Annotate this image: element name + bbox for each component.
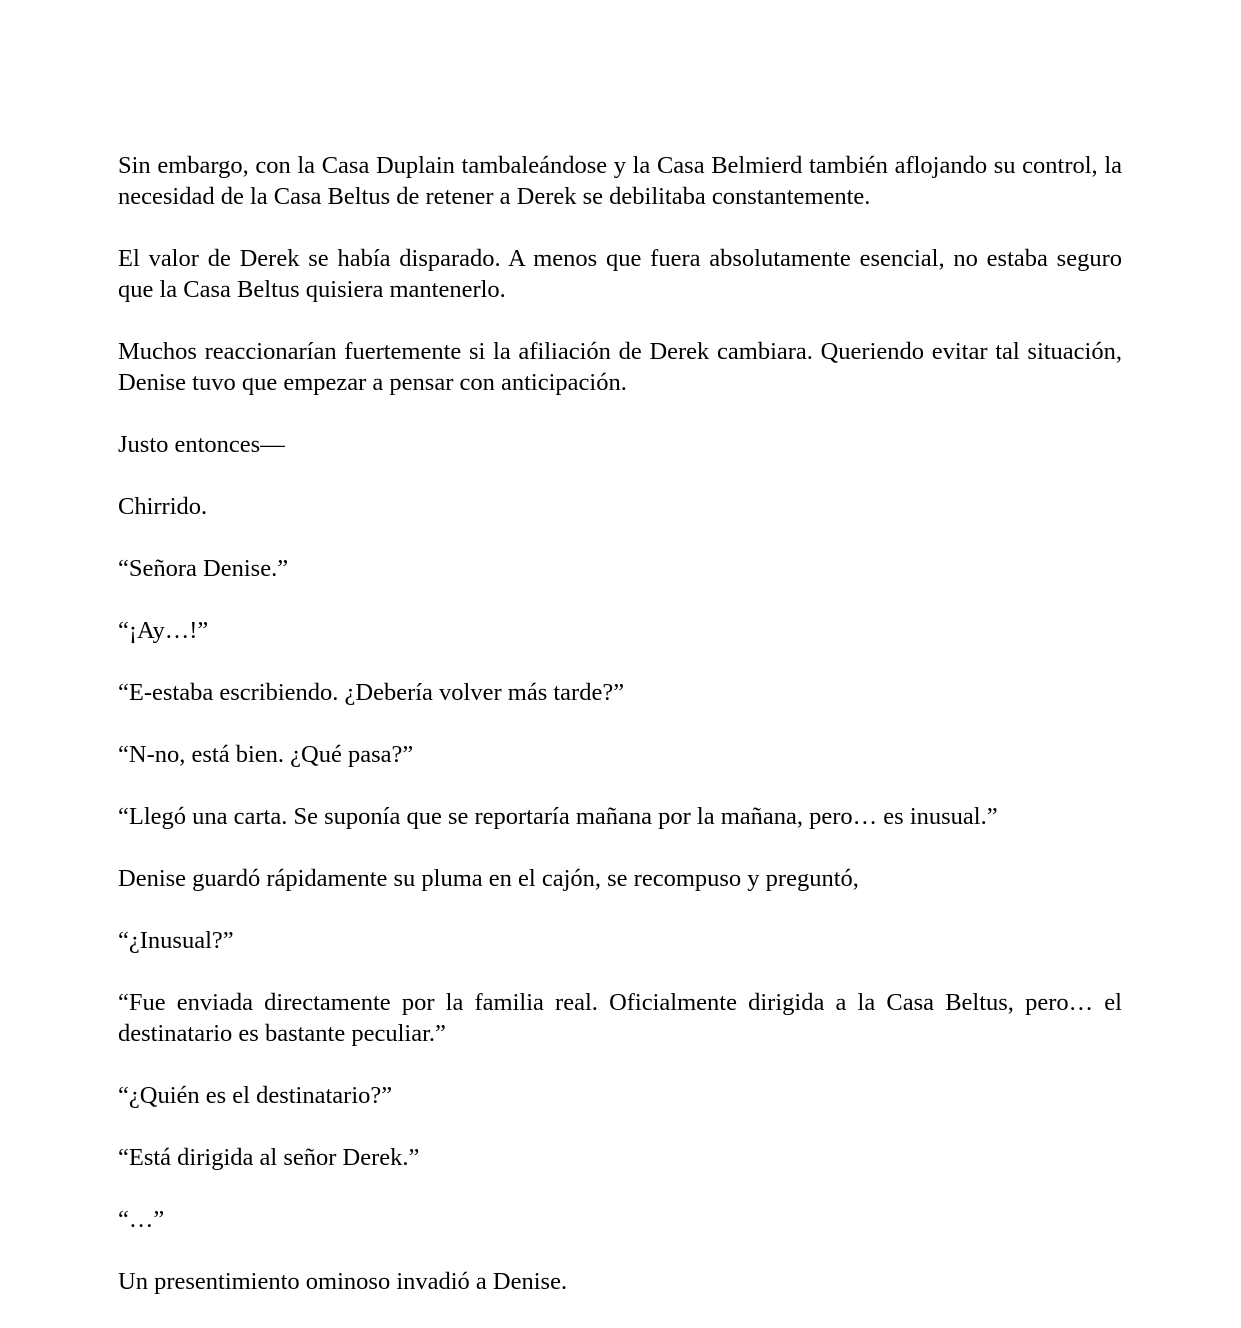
paragraph-14: “¿Quién es el destinatario?” — [118, 1082, 393, 1109]
paragraph-3: Muchos reaccionarían fuertemente si la afiliación de Derek cambiara. Queriendo evitar tal situación, Denise tuvo que empezar a pensar con anticipación. — [118, 338, 1122, 396]
paragraph-16: “…” — [118, 1206, 165, 1233]
paragraph-15: “Está dirigida al señor Derek.” — [118, 1144, 420, 1171]
paragraph-1: Sin embargo, con la Casa Duplain tambaleándose y la Casa Belmierd también aflojando su control, la necesidad de la Casa Beltus de retener a Derek se debilitaba constantemente. — [118, 152, 1122, 210]
paragraph-8: “E-estaba escribiendo. ¿Debería volver más tarde?” — [118, 679, 625, 706]
paragraph-5: Chirrido. — [118, 493, 208, 520]
paragraph-10: “Llegó una carta. Se suponía que se reportaría mañana por la mañana, pero… es inusual.” — [118, 803, 998, 830]
paragraph-17: Un presentimiento ominoso invadió a Denise. — [118, 1268, 568, 1295]
paragraph-6: “Señora Denise.” — [118, 555, 289, 582]
paragraph-4: Justo entonces— — [118, 431, 285, 458]
paragraph-9: “N-no, está bien. ¿Qué pasa?” — [118, 741, 414, 768]
document-page — [118, 150, 1122, 1328]
paragraph-11: Denise guardó rápidamente su pluma en el cajón, se recompuso y preguntó, — [118, 865, 859, 892]
paragraph-13: “Fue enviada directamente por la familia real. Oficialmente dirigida a la Casa Beltus, pero… el destinatario es bastante peculiar.” — [118, 989, 1122, 1047]
paragraph-7: “¡Ay…!” — [118, 617, 209, 644]
paragraph-2: El valor de Derek se había disparado. A menos que fuera absolutamente esencial, no estaba seguro que la Casa Beltus quisiera mantenerlo. — [118, 245, 1122, 303]
paragraph-12: “¿Inusual?” — [118, 927, 234, 954]
